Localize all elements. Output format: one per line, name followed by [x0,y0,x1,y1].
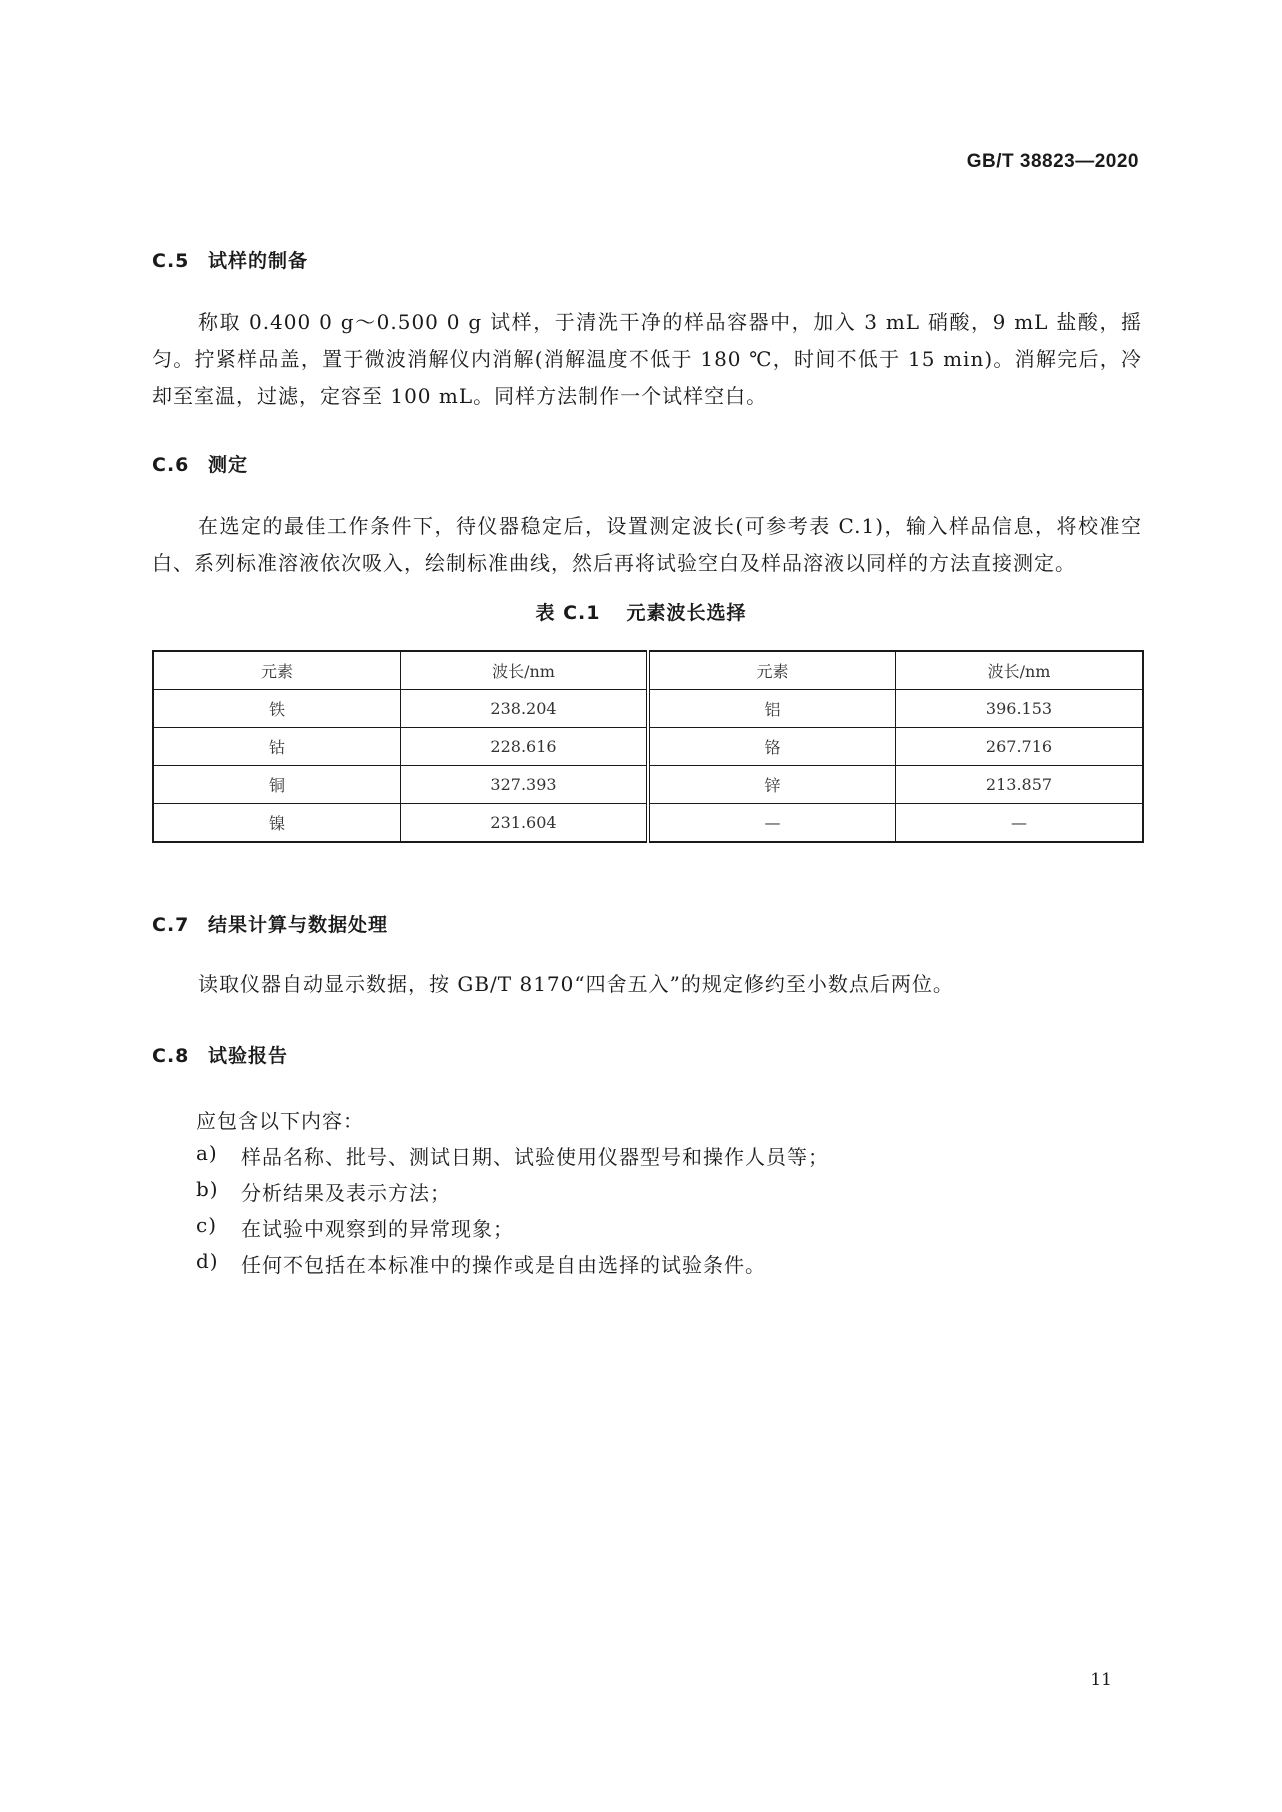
list-item-label: d) [196,1249,219,1273]
list-item [196,1249,829,1285]
list-item-text: 样品名称、批号、测试日期、试验使用仪器型号和操作人员等； [241,1145,829,1169]
section-number: C.7 [152,914,190,936]
table-cell: 铜 [153,766,401,804]
table-cell: — [896,804,1144,843]
table-cell: 钴 [153,728,401,766]
section-number: C.5 [152,250,190,272]
header-element: 元素 [648,651,896,690]
header-wavelength: 波长/nm [401,651,649,690]
list-item-label: b) [196,1177,219,1201]
table-cell: 铬 [648,728,896,766]
table-caption [0,598,1282,625]
table-cell: 镍 [153,804,401,843]
table-cell: — [648,804,896,843]
section-title: 结果计算与数据处理 [208,914,389,936]
section-heading-c6 [152,450,248,477]
table-cell: 213.857 [896,766,1144,804]
table-cell: 267.716 [896,728,1144,766]
header-wavelength: 波长/nm [896,651,1144,690]
table-cell: 327.393 [401,766,649,804]
list-item-text: 在试验中观察到的异常现象； [241,1217,514,1241]
section-title: 测定 [208,454,249,476]
list-item-text: 任何不包括在本标准中的操作或是自由选择的试验条件。 [241,1253,766,1277]
section-heading-c5 [152,246,308,273]
list-intro: 应包含以下内容： [196,1109,364,1133]
section-title: 试样的制备 [208,250,309,272]
list-item-label: a) [196,1141,218,1165]
table-cell: 396.153 [896,690,1144,728]
page-number: 11 [1090,1670,1112,1690]
table-cell: 231.604 [401,804,649,843]
section-number: C.8 [152,1045,190,1067]
wavelength-table [152,650,1144,843]
table-cell: 228.616 [401,728,649,766]
section-number: C.6 [152,454,190,476]
table-row [153,728,1143,766]
standard-code: GB/T 38823—2020 [966,151,1139,172]
section-heading-c7 [152,910,388,937]
list-item [196,1177,829,1213]
section-c7-paragraph: 读取仪器自动显示数据，按 GB/T 8170“四舍五入”的规定修约至小数点后两位。 [198,972,954,996]
table-cell: 铝 [648,690,896,728]
table-number: 表 C.1 [535,602,601,624]
section-heading-c8 [152,1041,288,1068]
table-row [153,690,1143,728]
header-element: 元素 [153,651,401,690]
list-item-text: 分析结果及表示方法； [241,1181,451,1205]
section-c5-paragraph: 称取 0.400 0 g～0.500 0 g 试样，于清洗干净的样品容器中，加入 3 mL 硝酸，9 mL 盐酸，摇匀。拧紧样品盖，置于微波消解仪内消解(消解温度不低于 180 ℃，时间不低于 15 min)。消解完后，冷却至室温，过滤，定容至 100 mL。同样方法制作一个试样空白。 [152,310,1142,408]
list-item [196,1141,829,1177]
list-item-label: c) [196,1213,218,1237]
table-cell: 铁 [153,690,401,728]
table-title: 元素波长选择 [626,602,747,624]
table-cell: 锌 [648,766,896,804]
table-cell: 238.204 [401,690,649,728]
table-row [153,766,1143,804]
section-c6-paragraph: 在选定的最佳工作条件下，待仪器稳定后，设置测定波长(可参考表 C.1)，输入样品信息，将校准空白、系列标准溶液依次吸入，绘制标准曲线，然后再将试验空白及样品溶液以同样的方法直接测定。 [152,514,1142,575]
report-contents-list [196,1105,829,1285]
list-item [196,1213,829,1249]
section-title: 试验报告 [208,1045,289,1067]
table-header-row [153,651,1143,690]
table-row [153,804,1143,843]
